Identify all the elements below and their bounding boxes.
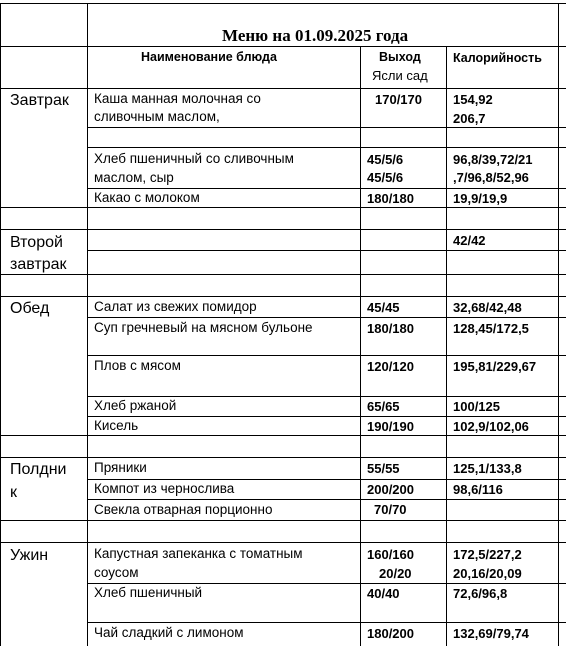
dish-calories: 206,7	[453, 111, 486, 126]
meal-breakfast: Завтрак	[10, 92, 69, 109]
dish-name: сливочным маслом,	[94, 109, 220, 124]
dish-calories: 42/42	[453, 233, 486, 248]
dish-name: Хлеб пшеничный	[94, 585, 203, 600]
dish-output: 40/40	[367, 586, 400, 601]
meal-dinner: Ужин	[10, 547, 49, 564]
dish-name: Суп гречневый на мясном бульоне	[94, 320, 313, 335]
dish-calories: 20,16/20,09	[453, 566, 522, 581]
rule-row	[88, 583, 566, 584]
dish-output: 160/160	[367, 547, 414, 562]
dish-output: 45/45	[367, 300, 400, 315]
dish-name: Свекла отварная порционно	[94, 502, 273, 517]
dish-calories: ,7/96,8/52,96	[453, 170, 529, 185]
rule-row	[0, 296, 566, 297]
dish-name: Капустная запеканка с томатным	[94, 546, 303, 561]
rule-row	[88, 416, 566, 417]
dish-output: 45/5/6	[367, 170, 404, 185]
dish-name: Кисель	[94, 418, 139, 433]
dish-calories: 125,1/133,8	[453, 461, 522, 476]
dish-calories: 154,92	[453, 92, 493, 107]
dish-calories: 96,8/39,72/21	[453, 152, 533, 167]
meal-second-breakfast: завтрак	[10, 256, 67, 273]
rule-row	[88, 250, 566, 251]
dish-name: Чай сладкий с лимоном	[94, 625, 244, 640]
rule-top	[0, 3, 566, 4]
dish-name: Хлеб ржаной	[94, 398, 177, 413]
rule-row	[0, 274, 566, 275]
rule-header-bottom	[0, 88, 566, 89]
page-title: Меню на 01.09.2025 года	[222, 26, 409, 45]
dish-output: 200/200	[367, 482, 414, 497]
header-dish-name: Наименование блюда	[141, 50, 277, 64]
dish-output: 45/5/6	[367, 152, 404, 167]
dish-name: Хлеб пшеничный со сливочным	[94, 151, 294, 166]
dish-calories: 132,69/79,74	[453, 626, 529, 641]
dish-output: 180/180	[367, 321, 414, 336]
meal-snack: Полдни	[10, 461, 67, 478]
dish-calories: 195,81/229,67	[453, 359, 537, 374]
dish-output: 55/55	[367, 461, 400, 476]
rule-row	[88, 622, 566, 623]
dish-output: 180/200	[367, 626, 414, 641]
dish-name: Какао с молоком	[94, 190, 200, 205]
header-calories: Калорийность	[453, 51, 542, 65]
dish-name: Компот из чернослива	[94, 481, 235, 496]
rule-row	[88, 188, 566, 189]
dish-output: 65/65	[367, 399, 400, 414]
rule-col-output	[446, 46, 447, 646]
dish-output: 20/20	[379, 566, 412, 581]
meal-snack: к	[10, 484, 17, 501]
dish-output: 180/180	[367, 191, 414, 206]
rule-row	[0, 207, 566, 208]
dish-output: 170/170	[375, 92, 422, 107]
rule-row	[88, 127, 566, 128]
rule-row	[0, 457, 566, 458]
dish-name: Каша манная молочная со	[94, 91, 261, 106]
rule-row	[0, 435, 566, 436]
dish-calories: 32,68/42,48	[453, 300, 522, 315]
dish-name: Плов с мясом	[94, 358, 181, 373]
dish-output: 190/190	[367, 419, 414, 434]
dish-calories: 98,6/116	[453, 482, 503, 497]
dish-calories: 19,9/19,9	[453, 191, 508, 206]
dish-calories: 172,5/227,2	[453, 547, 522, 562]
meal-second-breakfast: Второй	[10, 234, 63, 251]
dish-calories: 100/125	[453, 399, 500, 414]
rule-col-left	[0, 3, 1, 646]
dish-output: 70/70	[374, 502, 407, 517]
rule-col-right	[558, 3, 559, 646]
rule-row	[88, 479, 566, 480]
dish-name: маслом, сыр	[94, 170, 174, 185]
dish-calories: 128,45/172,5	[453, 321, 529, 336]
rule-row	[0, 542, 566, 543]
dish-calories: 102,9/102,06	[453, 419, 529, 434]
rule-title-bottom	[0, 46, 566, 47]
rule-row	[88, 317, 566, 318]
rule-col-meal	[87, 3, 88, 646]
header-output-sub: Ясли сад	[372, 68, 428, 83]
rule-row	[88, 396, 566, 397]
rule-row	[0, 520, 566, 521]
rule-row	[88, 499, 566, 500]
dish-name: Пряники	[94, 460, 147, 475]
dish-name: соусом	[94, 565, 139, 580]
dish-output: 120/120	[367, 359, 414, 374]
dish-name: Салат из свежих помидор	[94, 299, 257, 314]
rule-row	[0, 229, 566, 230]
rule-col-dish	[360, 46, 361, 646]
meal-lunch: Обед	[10, 300, 50, 317]
dish-calories: 72,6/96,8	[453, 586, 508, 601]
rule-row	[88, 147, 566, 148]
rule-row	[88, 355, 566, 356]
header-output: Выход	[379, 50, 421, 64]
